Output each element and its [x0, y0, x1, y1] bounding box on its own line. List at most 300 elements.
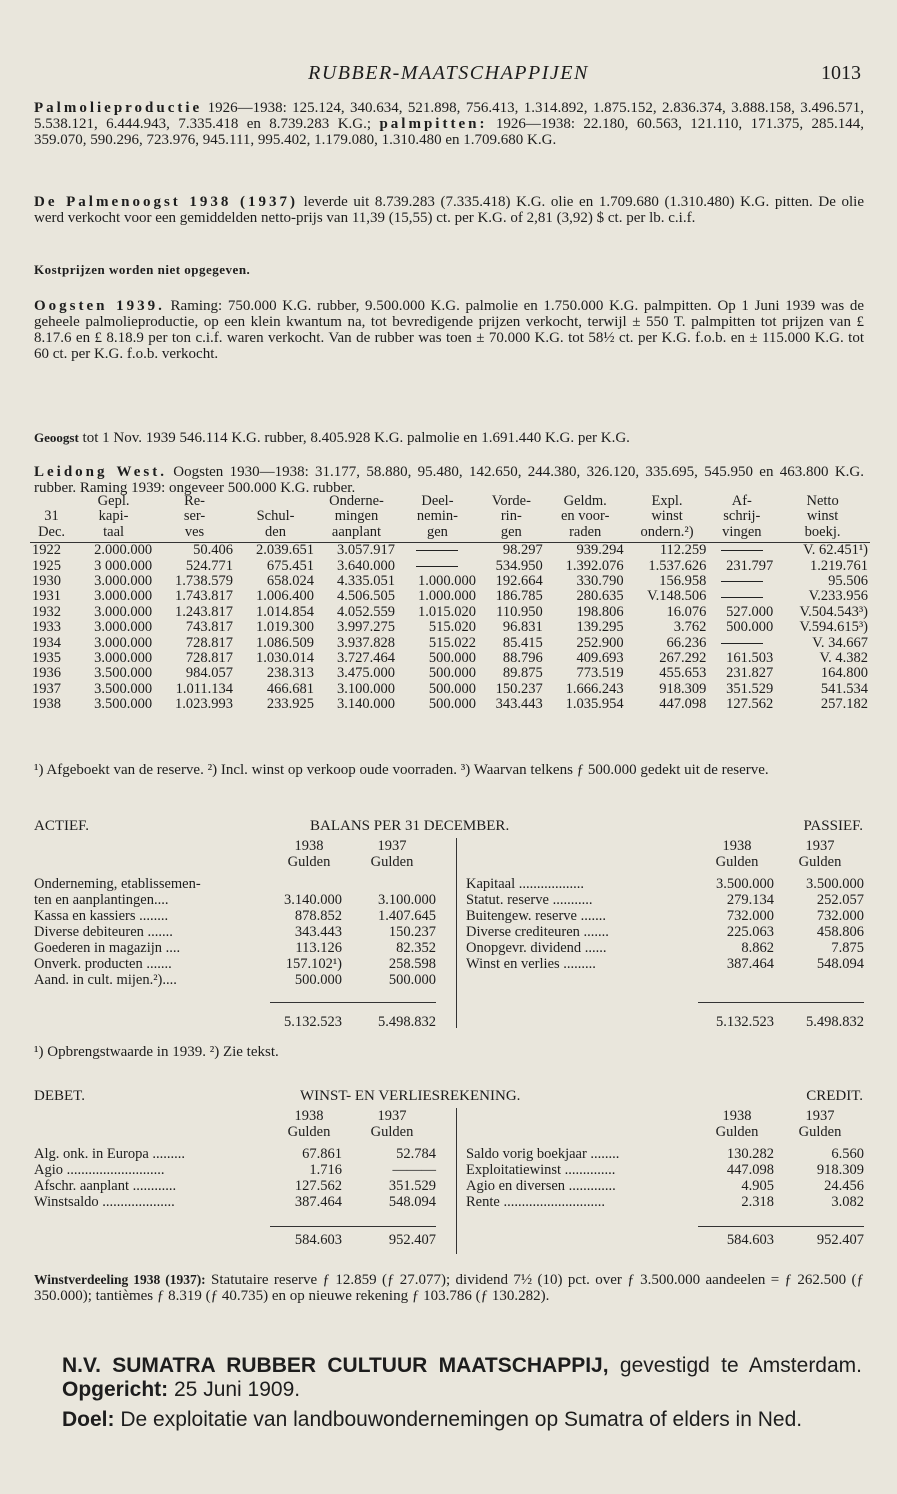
year-cell: 1934: [32, 634, 61, 651]
value-1938: 500.000: [294, 972, 342, 988]
year-1938: 1938: [722, 1108, 752, 1124]
balans-heading: BALANS PER 31 DECEMBER.: [310, 818, 510, 834]
passief-total-rule: [698, 1002, 864, 1003]
value-cell: 409.693: [576, 650, 624, 667]
unit-label: Gulden: [287, 854, 331, 870]
value-cell: 231.797: [726, 557, 774, 574]
value-cell: 515.020: [428, 619, 476, 636]
value-cell: V.233.956: [808, 588, 868, 605]
value-cell: 541.534: [820, 680, 868, 697]
value-cell: V.504.543³): [799, 603, 868, 620]
debet-heading: DEBET.: [34, 1088, 85, 1104]
year-1938: 1938: [722, 838, 752, 854]
leidong-paragraph: [34, 464, 864, 496]
table-row: [30, 620, 870, 635]
header-row: [30, 494, 870, 509]
value-cell: 1.738.579: [175, 573, 234, 590]
unit-label: Gulden: [370, 1124, 414, 1140]
value-cell: 238.313: [266, 665, 314, 682]
list-item: [34, 924, 436, 940]
kostprijzen-note: Kostprijzen worden niet opgegeven.: [34, 262, 251, 277]
value-cell: 3.500.000: [94, 665, 153, 682]
total-1937: 5.498.832: [806, 1014, 864, 1030]
total-1937: 952.407: [388, 1232, 436, 1248]
year-1937: 1937: [805, 1108, 835, 1124]
palmolie-paragraph: [34, 100, 864, 148]
credit-total-rule: [698, 1226, 864, 1227]
year-cell: 1922: [32, 542, 61, 559]
year-1938: 1938: [294, 838, 324, 854]
value-cell: 743.817: [185, 619, 234, 636]
value-cell: 500.000: [726, 619, 774, 636]
unit-label: Gulden: [798, 1124, 842, 1140]
palmenoogst-lead: De Palmenoogst 1938 (1937): [34, 194, 299, 210]
company-location: gevestigd te Amsterdam.: [608, 1354, 862, 1377]
item-label: Alg. onk. in Europa .........: [34, 1146, 186, 1162]
value-cell: 3.475.000: [336, 665, 395, 682]
geoogst-paragraph: [34, 430, 864, 446]
item-label: ten en aanplantingen....: [34, 892, 169, 908]
unit-label: Gulden: [287, 1124, 331, 1140]
header-cell: mingen: [334, 508, 379, 525]
table-row: [30, 697, 870, 712]
value-cell: V. 62.451¹): [803, 542, 868, 559]
value-cell: 150.237: [495, 680, 543, 697]
year-cell: 1938: [32, 696, 61, 713]
value-cell: 88.796: [502, 650, 543, 667]
value-cell: 515.022: [428, 634, 476, 651]
header-cell: winst: [651, 508, 683, 525]
item-label: Statut. reserve ...........: [466, 892, 593, 908]
balans-footnote: ¹) Opbrengstwaarde in 1939. ²) Zie tekst.: [34, 1044, 279, 1060]
value-cell: 267.292: [659, 650, 707, 667]
value-cell: 1.014.854: [256, 603, 314, 620]
year-cell: 1930: [32, 573, 61, 590]
list-item: [466, 956, 864, 972]
value-1937: 918.309: [816, 1162, 864, 1178]
dash-mark: [721, 550, 763, 551]
item-label: Rente ............................: [466, 1194, 605, 1210]
geoogst-lead: Geoogst: [34, 430, 79, 445]
item-label: Aand. in cult. mijen.²)....: [34, 972, 177, 988]
value-1938: [270, 876, 342, 892]
value-cell: 3.057.917: [336, 542, 395, 559]
year-1937: 1937: [377, 1108, 407, 1124]
item-label: Winstsaldo ....................: [34, 1194, 175, 1210]
header-cell: den: [265, 523, 286, 540]
value-cell: 466.681: [266, 680, 314, 697]
dash-mark: [721, 597, 763, 598]
running-header-title: RUBBER-MAATSCHAPPIJEN: [308, 62, 589, 84]
table-row: [30, 559, 870, 574]
list-item: [34, 1146, 436, 1162]
credit-heading: CREDIT.: [806, 1088, 863, 1104]
value-1937: 351.529: [388, 1178, 436, 1194]
list-item: [466, 924, 864, 940]
value-cell: 330.790: [576, 573, 624, 590]
value-1938: 4.905: [741, 1178, 774, 1194]
credit-list: [466, 1146, 864, 1210]
item-label: Diverse crediteuren .......: [466, 924, 609, 940]
value-1938: 2.318: [741, 1194, 774, 1210]
value-cell: 1.243.817: [175, 603, 234, 620]
dash-mark: [721, 581, 763, 582]
wv-credit-year-header: [698, 1108, 864, 1140]
value-cell: 500.000: [428, 650, 476, 667]
header-cell: boekj.: [804, 523, 841, 540]
value-cell: 3.000.000: [94, 634, 153, 651]
value-cell: 98.297: [502, 542, 543, 559]
value-cell: 500.000: [428, 680, 476, 697]
value-cell: 3.500.000: [94, 680, 153, 697]
value-1937: 150.237: [388, 924, 436, 940]
value-1937: 252.057: [816, 892, 864, 908]
value-cell: 1.000.000: [417, 573, 476, 590]
value-cell: 252.900: [576, 634, 624, 651]
header-cell: nemin-: [416, 508, 458, 525]
value-1938: 3.140.000: [284, 892, 342, 908]
value-1937: 548.094: [388, 1194, 436, 1210]
table-row: [30, 651, 870, 666]
list-item: [34, 940, 436, 956]
actief-total: [270, 1014, 436, 1030]
value-cell: 3.762: [673, 619, 707, 636]
value-cell: 1.035.954: [565, 696, 624, 713]
value-1937: 258.598: [388, 956, 436, 972]
total-1938: 584.603: [294, 1232, 342, 1248]
year-1937: 1937: [377, 838, 407, 854]
value-1938: 130.282: [726, 1146, 774, 1162]
value-cell: 1.086.509: [256, 634, 314, 651]
goal-label: Doel:: [62, 1408, 115, 1431]
geoogst-text: tot 1 Nov. 1939 546.114 K.G. rubber, 8.405.928 K.G. palmolie en 1.691.440 K.G. per K.G.: [78, 430, 630, 446]
value-cell: 728.817: [185, 650, 234, 667]
header-cell: winst: [806, 508, 839, 525]
value-cell: 3.937.828: [336, 634, 395, 651]
value-cell: 3.500.000: [94, 696, 153, 713]
header-cell: ondern.²): [640, 523, 694, 540]
value-cell: 343.443: [495, 696, 543, 713]
founded-date: 25 Juni 1909.: [168, 1378, 301, 1401]
value-cell: 192.664: [495, 573, 543, 590]
value-cell: 66.236: [666, 634, 707, 651]
value-cell: 3.140.000: [336, 696, 395, 713]
value-1937: 3.082: [831, 1194, 864, 1210]
value-cell: 1.537.626: [648, 557, 707, 574]
value-cell: 4.335.051: [336, 573, 395, 590]
header-cell: Dec.: [38, 523, 66, 540]
value-cell: 3.000.000: [94, 650, 153, 667]
header-row: [30, 509, 870, 524]
value-cell: 198.806: [576, 603, 624, 620]
value-cell: 3.997.275: [336, 619, 395, 636]
table-row: [30, 636, 870, 651]
year-1937: 1937: [805, 838, 835, 854]
oogsten-lead: Oogsten 1939.: [34, 298, 165, 314]
item-label: Saldo vorig boekjaar ........: [466, 1146, 620, 1162]
header-cell: Onderne-: [329, 493, 384, 509]
item-label: Kapitaal ..................: [466, 876, 584, 892]
value-cell: 534.950: [495, 557, 543, 574]
winstverdeeling-lead: Winstverdeeling 1938 (1937):: [34, 1272, 206, 1287]
value-cell: 3.000.000: [94, 603, 153, 620]
value-1938: 387.464: [294, 1194, 342, 1210]
debet-total-rule: [270, 1226, 436, 1227]
value-cell: V. 4.382: [819, 650, 868, 667]
company-name: N.V. SUMATRA RUBBER CULTUUR MAATSCHAPPIJ,: [62, 1354, 609, 1377]
list-item: [34, 1194, 436, 1210]
page-number: 1013: [821, 62, 861, 84]
value-cell: 728.817: [185, 634, 234, 651]
value-cell: 1.392.076: [565, 557, 624, 574]
value-cell: [708, 589, 775, 604]
debet-total: [270, 1232, 436, 1248]
passief-list: [466, 876, 864, 972]
value-cell: 500.000: [428, 696, 476, 713]
value-cell: 16.076: [666, 603, 707, 620]
palmpitten-lead: palmpitten:: [379, 116, 488, 132]
item-label: Winst en verlies .........: [466, 956, 596, 972]
value-cell: 233.925: [266, 696, 314, 713]
header-cell: rin-: [500, 508, 522, 525]
balans-divider: [456, 838, 457, 1028]
table-row: [30, 543, 870, 559]
year-cell: 1932: [32, 603, 61, 620]
header-cell: aanplant: [331, 523, 382, 540]
value-1937: 458.806: [816, 924, 864, 940]
value-1938: 732.000: [726, 908, 774, 924]
table-row: [30, 605, 870, 620]
item-label: Onopgevr. dividend ......: [466, 940, 607, 956]
winstverdeeling-text: Statutaire reserve ƒ 12.859 (ƒ 27.077); dividend 7½ (10) pct. over ƒ 3.500.000 aandeelen = ƒ 262.500 (ƒ 350.000); tantièmes ƒ 8.319 (ƒ 40.735) en op nieuwe rekening ƒ 103.786 (ƒ 130.282).: [34, 1272, 864, 1304]
value-1938: 279.134: [726, 892, 774, 908]
value-cell: 89.875: [502, 665, 543, 682]
value-1937: 6.560: [831, 1146, 864, 1162]
value-cell: 164.800: [820, 665, 868, 682]
value-1937: 3.100.000: [378, 892, 436, 908]
list-item: [34, 892, 436, 908]
passief-total: [698, 1014, 864, 1030]
value-cell: 231.827: [726, 665, 774, 682]
list-item: [34, 1162, 436, 1178]
value-cell: 257.182: [820, 696, 868, 713]
header-cell: Gepl.: [97, 493, 130, 509]
dividend-table: [30, 494, 870, 713]
unit-label: Gulden: [798, 854, 842, 870]
value-cell: 524.771: [185, 557, 234, 574]
header-cell: taal: [103, 523, 125, 540]
value-cell: 280.635: [576, 588, 624, 605]
balans-actief-year-header: [270, 838, 436, 870]
list-item: [34, 1178, 436, 1194]
list-item: [466, 1162, 864, 1178]
list-item: [466, 1146, 864, 1162]
dash-mark: [721, 643, 763, 644]
palmenoogst-paragraph: [34, 194, 864, 226]
value-cell: 1.011.134: [175, 680, 234, 697]
value-cell: 2.000.000: [94, 542, 153, 559]
value-cell: 3.000.000: [94, 619, 153, 636]
value-cell: 455.653: [659, 665, 707, 682]
item-label: Kassa en kassiers ........: [34, 908, 169, 924]
year-cell: 1931: [32, 588, 61, 605]
passief-heading: PASSIEF.: [803, 818, 863, 834]
header-cell: [30, 494, 73, 509]
item-label: Afschr. aanplant ............: [34, 1178, 177, 1194]
value-1938: 113.126: [295, 940, 342, 956]
value-1937: 82.352: [396, 940, 436, 956]
header-cell: gen: [500, 523, 522, 540]
header-cell: Expl.: [651, 493, 683, 509]
goal-paragraph: [62, 1408, 862, 1432]
unit-label: Gulden: [715, 854, 759, 870]
table-row: [30, 666, 870, 681]
value-cell: 527.000: [726, 603, 774, 620]
value-1937: 52.784: [396, 1146, 436, 1162]
year-cell: 1933: [32, 619, 61, 636]
value-cell: 3.727.464: [336, 650, 395, 667]
value-cell: 3.100.000: [336, 680, 395, 697]
header-cell: 31: [44, 508, 59, 525]
list-item: [34, 908, 436, 924]
palmolie-text: 1926—1938: 125.124, 340.634, 521.898, 756.413, 1.314.892, 1.875.152, 2.836.374, 3.888.158, 3.496.571, 5.538.121, 6.444.943, 7.335.418 en 8.739.283 K.G.;: [34, 100, 864, 132]
value-cell: [708, 636, 775, 651]
winstverdeeling-paragraph: [34, 1272, 864, 1304]
header-cell: kapi-: [98, 508, 129, 525]
leidong-text: Oogsten 1930—1938: 31.177, 58.880, 95.480, 142.650, 244.380, 326.120, 335.695, 545.950 en 463.800 K.G. rubber. Raming 1939: ongeveer 500.000 K.G. rubber.: [34, 464, 864, 496]
item-label: Agio ...........................: [34, 1162, 165, 1178]
value-cell: 658.024: [266, 573, 314, 590]
founded-label: Opgericht:: [62, 1378, 169, 1401]
value-cell: [708, 574, 775, 589]
value-cell: 127.562: [726, 696, 774, 713]
value-1938: 8.862: [741, 940, 774, 956]
dividend-table-body: [30, 543, 870, 713]
dash-mark: [416, 566, 458, 567]
list-item: [466, 940, 864, 956]
company-paragraph: [62, 1354, 862, 1402]
unit-label: Gulden: [370, 854, 414, 870]
value-1937: 7.875: [831, 940, 864, 956]
value-cell: 918.309: [659, 680, 707, 697]
value-1938: 878.852: [294, 908, 342, 924]
header-cell: Netto: [806, 493, 839, 509]
value-cell: [708, 543, 775, 559]
item-label: Exploitatiewinst ..............: [466, 1162, 616, 1178]
value-cell: 3 000.000: [94, 557, 153, 574]
item-label: Onderneming, etablissemen-: [34, 876, 201, 892]
value-cell: 1.006.400: [256, 588, 314, 605]
total-1937: 952.407: [816, 1232, 864, 1248]
year-cell: 1936: [32, 665, 61, 682]
value-1937: ———: [392, 1162, 436, 1178]
value-cell: 984.057: [185, 665, 234, 682]
header-cell: en voor-: [560, 508, 610, 525]
value-cell: [397, 543, 478, 559]
list-item: [466, 892, 864, 908]
value-1938: 343.443: [294, 924, 342, 940]
value-1937: 1.407.645: [378, 908, 436, 924]
wv-debet-year-header: [270, 1108, 436, 1140]
actief-total-rule: [270, 1002, 436, 1003]
oogsten-paragraph: [34, 298, 864, 362]
value-1938: 447.098: [726, 1162, 774, 1178]
value-cell: 773.519: [576, 665, 624, 682]
header-cell: Deel-: [421, 493, 454, 509]
year-cell: 1925: [32, 557, 61, 574]
value-cell: 3.000.000: [94, 573, 153, 590]
year-1938: 1938: [294, 1108, 324, 1124]
item-label: Diverse debiteuren .......: [34, 924, 173, 940]
value-cell: 85.415: [502, 634, 543, 651]
header-cell: [235, 494, 316, 509]
header-cell: ser-: [183, 508, 206, 525]
item-label: Agio en diversen .............: [466, 1178, 616, 1194]
table-row: [30, 682, 870, 697]
value-1937: 732.000: [816, 908, 864, 924]
list-item: [466, 876, 864, 892]
table-row: [30, 589, 870, 604]
leidong-lead: Leidong West.: [34, 464, 167, 480]
unit-label: Gulden: [715, 1124, 759, 1140]
palmpitten-text: 1926—1938: 22.180, 60.563, 121.110, 171.375, 285.144, 359.070, 590.296, 723.976, 945.111, 995.402, 1.179.080, 1.310.480 en 1.709.680 K.G.: [34, 116, 864, 148]
dividend-footnote: ¹) Afgeboekt van de reserve. ²) Incl. winst op verkoop oude voorraden. ³) Waarvan telkens ƒ 500.000 gedekt uit de reserve.: [34, 762, 769, 778]
value-cell: 3.640.000: [336, 557, 395, 574]
wv-divider: [456, 1108, 457, 1254]
header-row: [30, 525, 870, 540]
value-cell: 186.785: [495, 588, 543, 605]
value-cell: 1.023.993: [175, 696, 234, 713]
value-cell: 1.743.817: [175, 588, 234, 605]
header-cell: schrij-: [723, 508, 761, 525]
year-cell: 1935: [32, 650, 61, 667]
value-cell: 96.831: [502, 619, 543, 636]
header-cell: gen: [426, 523, 448, 540]
value-cell: 156.958: [659, 573, 707, 590]
value-cell: 112.259: [659, 542, 707, 559]
goal-text: De exploitatie van landbouwondernemingen op Sumatra of elders in Ned.: [114, 1408, 803, 1431]
value-cell: 1.015.020: [417, 603, 476, 620]
value-cell: 4.052.559: [336, 603, 395, 620]
value-cell: 4.506.505: [336, 588, 395, 605]
total-1938: 5.132.523: [716, 1014, 774, 1030]
value-cell: 2.039.651: [256, 542, 314, 559]
value-cell: 1.666.243: [565, 680, 624, 697]
header-cell: Af-: [731, 493, 752, 509]
header-cell: Re-: [184, 493, 206, 509]
oogsten-text: Raming: 750.000 K.G. rubber, 9.500.000 K.G. palmolie en 1.750.000 K.G. palmpitten. Op 1 Juni 1939 was de geheele palmolieproductie, op een klein kwantum na, tot bevredigende prijzen verkocht, terwijl ± 550 T. palmpitten tot prijzen van £ 8.17.6 en £ 8.18.9 per ton c.i.f. waren verkocht. Van de rubber was toen ± 70.000 K.G. tot 58½ ct. per K.G. f.o.b. en ± 115.000 K.G. tot 60 ct. per K.G. f.o.b. verkocht.: [34, 298, 865, 362]
value-cell: 500.000: [428, 665, 476, 682]
value-cell: 1.219.761: [810, 557, 868, 574]
value-cell: 351.529: [726, 680, 774, 697]
value-1938: 3.500.000: [716, 876, 774, 892]
list-item: [466, 908, 864, 924]
value-1937: 24.456: [824, 1178, 864, 1194]
value-1938: 127.562: [294, 1178, 342, 1194]
value-cell: 1.000.000: [417, 588, 476, 605]
value-cell: 139.295: [576, 619, 624, 636]
list-item: [466, 1194, 864, 1210]
value-1937: [342, 876, 436, 892]
value-cell: V.594.615³): [799, 619, 868, 636]
list-item: [34, 972, 436, 988]
value-cell: 110.950: [496, 603, 543, 620]
list-item: [34, 956, 436, 972]
value-cell: [397, 559, 478, 574]
value-1938: 1.716: [309, 1162, 342, 1178]
year-cell: 1937: [32, 680, 61, 697]
value-cell: 447.098: [659, 696, 707, 713]
